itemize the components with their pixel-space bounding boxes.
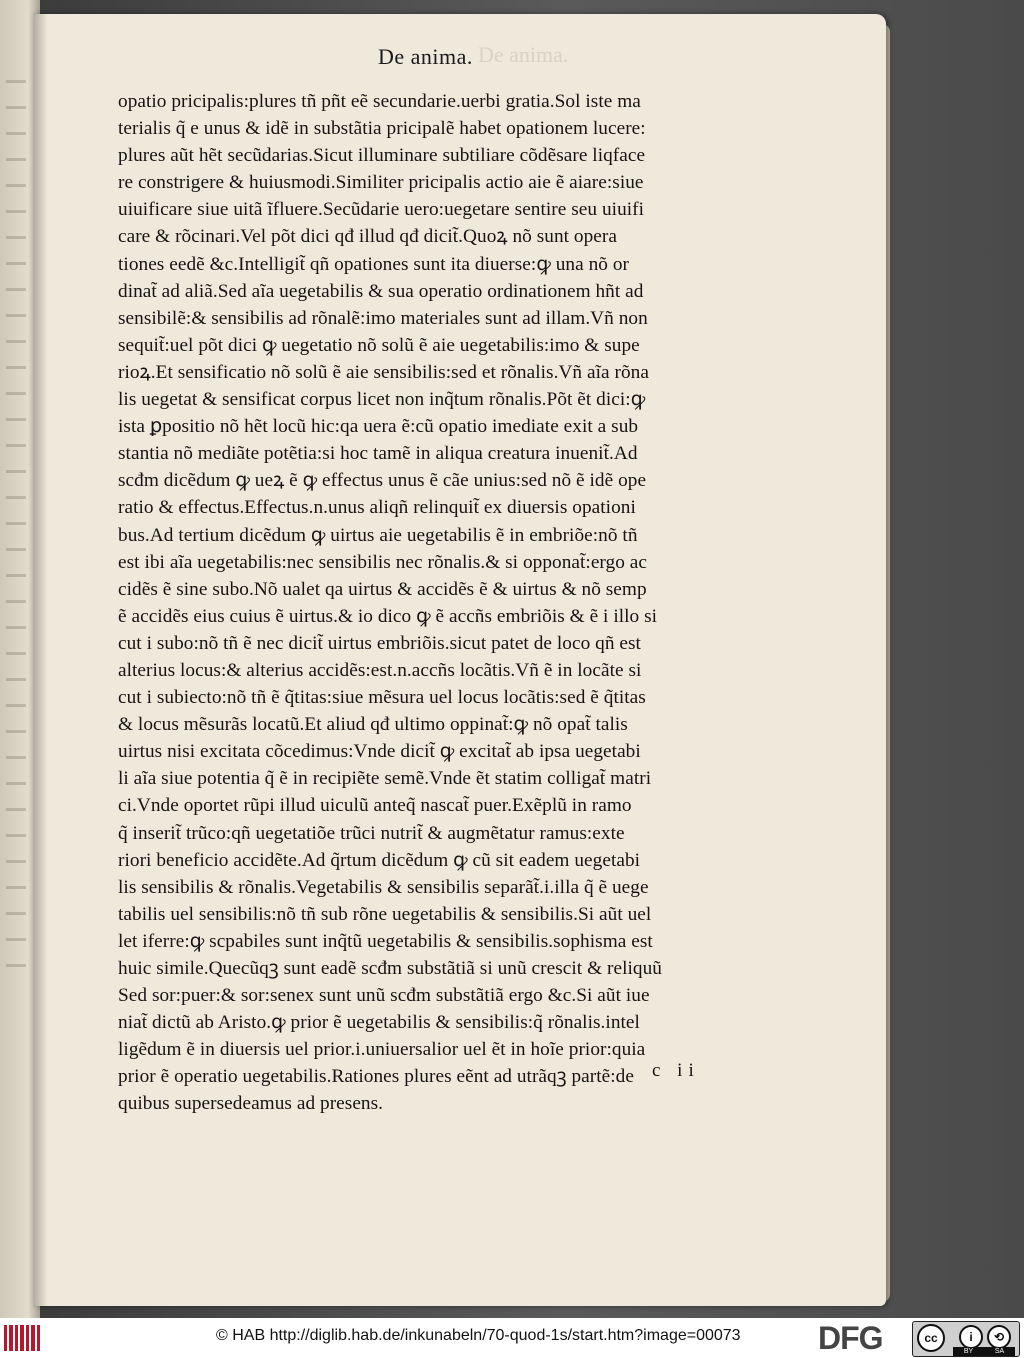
text-line: lis uegetat & sensificat corpus licet non inq̃tum rõnalis.Põt ẽt dici:ꝙ <box>118 389 646 411</box>
cc-icon: cc <box>917 1324 945 1352</box>
text-line: Sed sor:puer:& sor:senex sunt unũ scđm substãtiã ergo &c.Si aũt iue <box>118 985 650 1007</box>
text-line: niat̃ dictũ ab Aristo.ꝙ prior ẽ uegetabilis & sensibilis:q̃ rõnalis.intel <box>118 1012 640 1034</box>
text-line: terialis q̃ e unus & idẽ in substãtia pricipalẽ habet opationem lucere: <box>118 118 646 140</box>
text-line: ligẽdum ẽ in diuersis uel prior.i.uniuersalior uel ẽt in hoĩe prior:quia <box>118 1039 646 1061</box>
share-alike-icon: ⟲ <box>987 1325 1011 1349</box>
text-line: stantia nõ mediãte potẽtia:si hoc tamẽ in aliqua creatura inuenit̃.Ad <box>118 443 638 465</box>
text-line: uirtus nisi excitata cõcedimus:Vnde dicit̃ ꝙ excitat̃ ab ipsa uegetabi <box>118 741 641 763</box>
dfg-logo: DFG <box>818 1320 883 1356</box>
previous-page-text-bleed <box>6 80 26 980</box>
text-line: huic simile.Quecũqꝫ sunt eadẽ scđm substãtiã si unũ crescit & reliquũ <box>118 958 662 979</box>
cc-license-badge[interactable] <box>912 1321 1020 1357</box>
text-line: rioꝝ.Et sensificatio nõ solũ ẽ aie sensibilis:sed et rõnalis.Vñ aĩa rõna <box>118 361 649 383</box>
running-head: De anima. <box>378 44 473 69</box>
text-line: uiuificare siue uitã ĩfluere.Secũdarie uero:uegetare sentire seu uiuifi <box>118 199 645 221</box>
text-line: sensibilẽ:& sensibilis ad rõnalẽ:imo materiales sunt ad illam.Vñ non <box>118 307 648 329</box>
text-line: re constrigere & huiusmodi.Similiter pricipalis actio aie ẽ aiare:siue <box>118 172 644 194</box>
show-through-running-head: De anima. <box>478 42 569 67</box>
text-line: cidẽs ẽ sine subo.Nõ ualet qa uirtus & accidẽs ẽ & uirtus & nõ semp <box>118 578 647 600</box>
footer-credit-link[interactable]: © HAB http://diglib.hab.de/inkunabeln/70-quod-1s/start.htm?image=00073 <box>216 1327 741 1344</box>
text-line: ci.Vnde oportet rũpi illud uiculũ anteq̃ nascat̃ puer.Exẽplũ in ramo <box>118 795 632 817</box>
text-line: quibus supersedeamus ad presens. <box>118 1093 384 1115</box>
signature-mark: c ii <box>652 1060 700 1081</box>
text-line: & locus mẽsurãs locatũ.Et aliud qđ ultimo oppinat̃:ꝙ nõ opat̃ talis <box>118 714 628 736</box>
text-line: tabilis uel sensibilis:nõ tñ sub rõne uegetabilis & sensibilis.Si aũt uel <box>118 903 652 925</box>
text-line: est ibi aĩa uegetabilis:nec sensibilis nec rõnalis.& si opponat̃:ergo ac <box>118 551 648 573</box>
cc-license-labels <box>953 1347 1015 1356</box>
cc-by-label: BY <box>963 1348 974 1355</box>
cc-sa-label: SA <box>994 1348 1005 1355</box>
text-line: alterius locus:& alterius accidẽs:est.n.accñs locãtis.Vñ ẽ in locãte si <box>118 659 642 681</box>
text-line: let iferre:ꝙ scpabiles sunt inq̃tũ uegetabilis & sensibilis.sophisma est <box>118 930 653 952</box>
text-line: care & rõcinari.Vel põt dici qđ illud qđ dicit̃.Quoꝝ nõ sunt opera <box>118 226 617 248</box>
text-line: plures aũt hẽt secũdarias.Sicut illuminare subtiliare cõdẽsare liqface <box>118 145 646 167</box>
text-line: cut i subo:nõ tñ ẽ nec dicit̃ uirtus embriõis.sicut patet de loco qñ est <box>118 632 641 654</box>
text-line: prior ẽ operatio uegetabilis.Rationes plures eẽnt ad utrãqꝫ partẽ:de <box>118 1066 634 1088</box>
page-gutter-shadow <box>34 14 48 1306</box>
attribution-icon: i <box>959 1325 983 1349</box>
text-line: scđm dicẽdum ꝙ ueꝝ ẽ ꝙ effectus unus ẽ cãe unius:sed nõ ẽ idẽ ope <box>118 470 647 492</box>
text-line: tiones eedẽ &c.Intelligit̃ qñ opationes sunt ita diuerse:ꝙ una nõ or <box>118 253 629 275</box>
text-line: dinat̃ ad aliã.Sed aĩa uegetabilis & sua operatio ordinationem hñt ad <box>118 280 644 302</box>
text-line: q̃ inserit̃ trũco:qñ uegetatiõe trũci nutrit̃ & augmẽtatur ramus:exte <box>118 822 625 844</box>
text-line: opatio pricipalis:plures tñ pñt eẽ secundarie.uerbi gratia.Sol iste ma <box>118 91 641 112</box>
text-line: ratio & effectus.Effectus.n.unus aliqñ relinquit̃ ex diuersis opationi <box>118 497 636 519</box>
hab-logo-icon <box>4 1325 40 1351</box>
text-line: cut i subiecto:nõ tñ ẽ q̃titas:siue mẽsura uel locus locãtis:sed ẽ q̃titas <box>118 687 646 709</box>
text-line: bus.Ad tertium dicẽdum ꝙ uirtus aie uegetabilis ẽ in embriõe:nõ tñ <box>118 524 638 546</box>
text-line: li aĩa siue potentia q̃ ẽ in recipiẽte semẽ.Vnde ẽt statim colligat̃ matri <box>118 768 652 790</box>
text-line: lis sensibilis & rõnalis.Vegetabilis & sensibilis separãt̃.i.illa q̃ ẽ uege <box>118 876 649 898</box>
text-line: ẽ accidẽs eius cuius ẽ uirtus.& io dico ꝙ ẽ accñs embriõis & ẽ i illo si <box>118 605 658 627</box>
text-block <box>118 88 794 1118</box>
text-line: riori beneficio accidẽte.Ad q̃rtum dicẽdum ꝙ cũ sit eadem uegetabi <box>118 849 641 871</box>
text-line: sequit̃:uel põt dici ꝙ uegetatio nõ solũ ẽ aie uegetabilis:imo & supe <box>118 334 640 356</box>
text-line: ista ꝑpositio nõ hẽt locũ hic:qa uera ẽ:cũ opatio imediate exit a sub <box>118 416 639 438</box>
